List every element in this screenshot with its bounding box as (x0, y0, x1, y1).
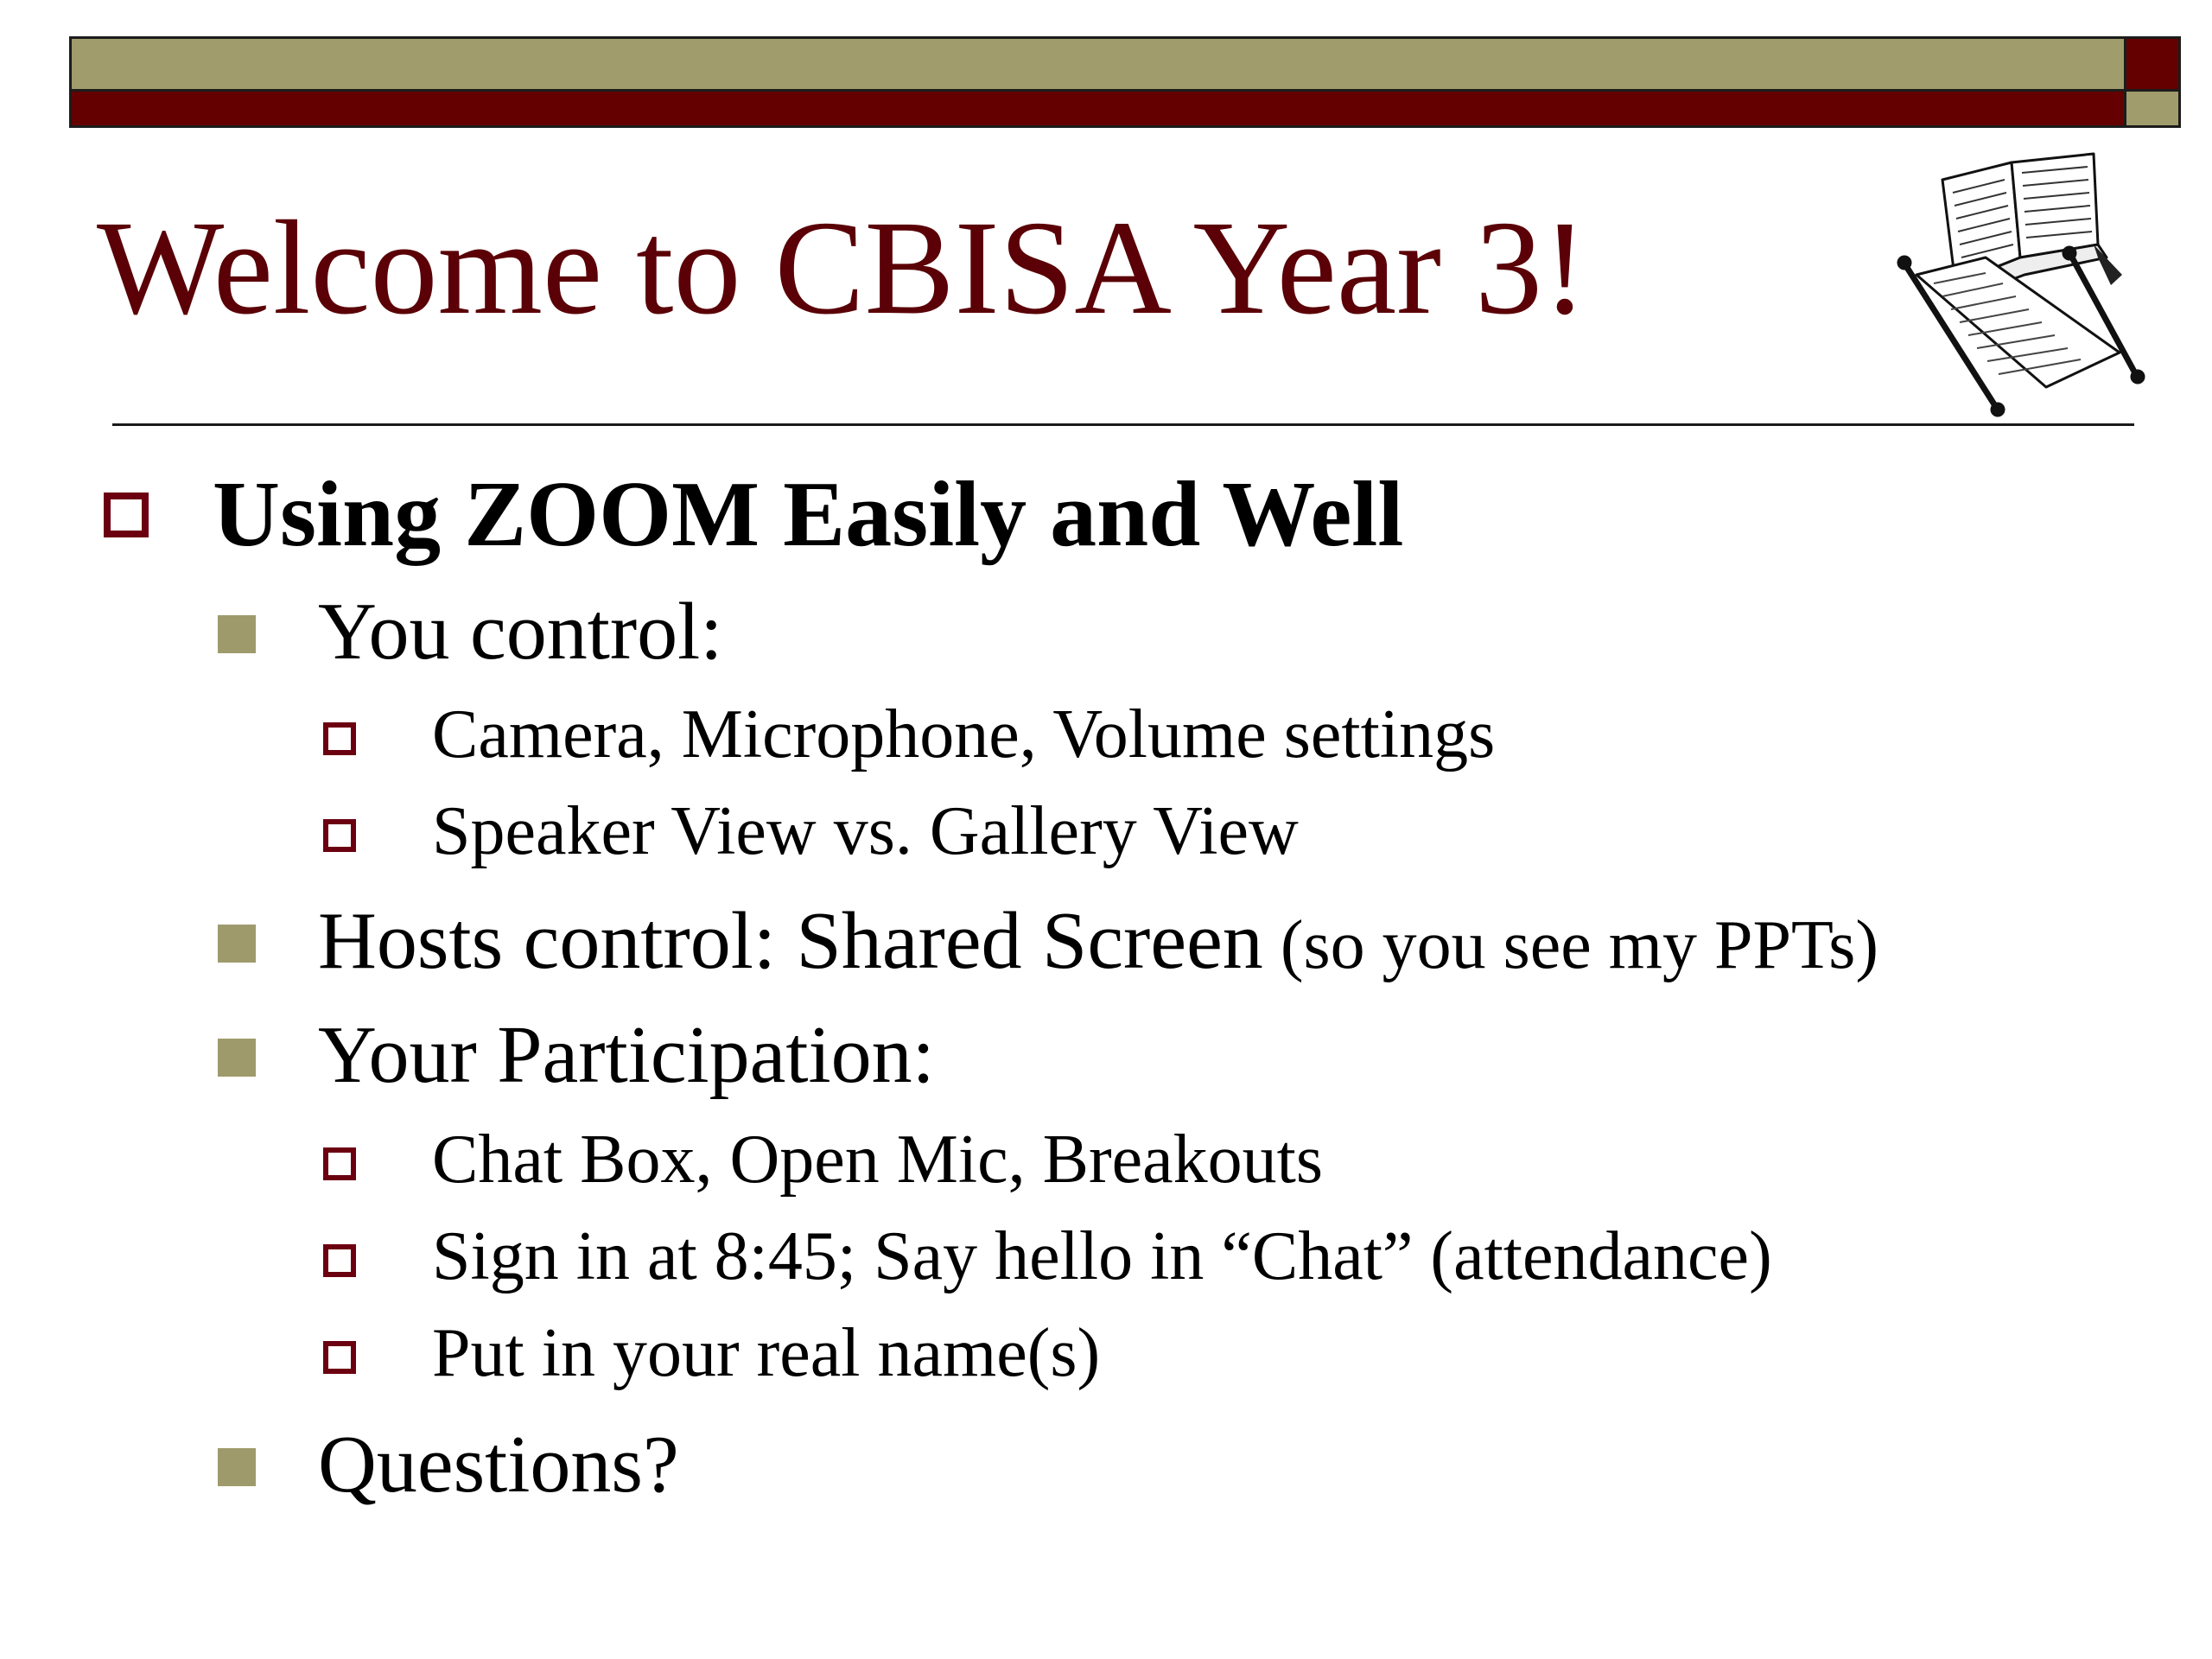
bullet-text: You control: (318, 587, 723, 677)
bullet-text: Put in your real name(s) (432, 1315, 1101, 1391)
hollow-square-bullet-icon (323, 1341, 356, 1374)
hollow-square-bullet-icon (104, 493, 149, 537)
solid-square-bullet-icon (218, 1039, 256, 1077)
hollow-square-bullet-icon (323, 819, 356, 852)
bullet-text: Questions? (318, 1420, 679, 1510)
bullet-text: Sign in at 8:45; Say hello in “Chat” (attendance) (432, 1218, 1772, 1294)
solid-square-bullet-icon (218, 1448, 256, 1486)
bullet-text-main: Hosts control: Shared Screen (318, 896, 1263, 986)
hollow-square-bullet-icon (323, 1147, 356, 1180)
bullet-text: Your Participation: (318, 1010, 935, 1100)
solid-square-bullet-icon (218, 615, 256, 653)
bullet-text: Chat Box, Open Mic, Breakouts (432, 1122, 1323, 1198)
open-book-and-scroll-icon (1891, 145, 2167, 422)
header-band-olive (69, 36, 2127, 92)
title-divider (112, 423, 2134, 426)
header-corner-maroon (2124, 36, 2181, 92)
solid-square-bullet-icon (218, 925, 256, 963)
bullet-text-aside: (so you see my PPTs) (1262, 907, 1878, 983)
hollow-square-bullet-icon (323, 722, 356, 755)
bullet-text: Camera, Microphone, Volume settings (432, 696, 1496, 772)
header-band-maroon (69, 92, 2127, 128)
bullet-text: Speaker View vs. Gallery View (432, 793, 1299, 869)
hollow-square-bullet-icon (323, 1244, 356, 1277)
bullet-text: Using ZOOM Easily and Well (213, 463, 1404, 566)
slide-title: Welcome to CBISA Year 3! (97, 193, 1587, 342)
header-corner-olive (2124, 92, 2181, 128)
bullet-text (318, 896, 1878, 986)
